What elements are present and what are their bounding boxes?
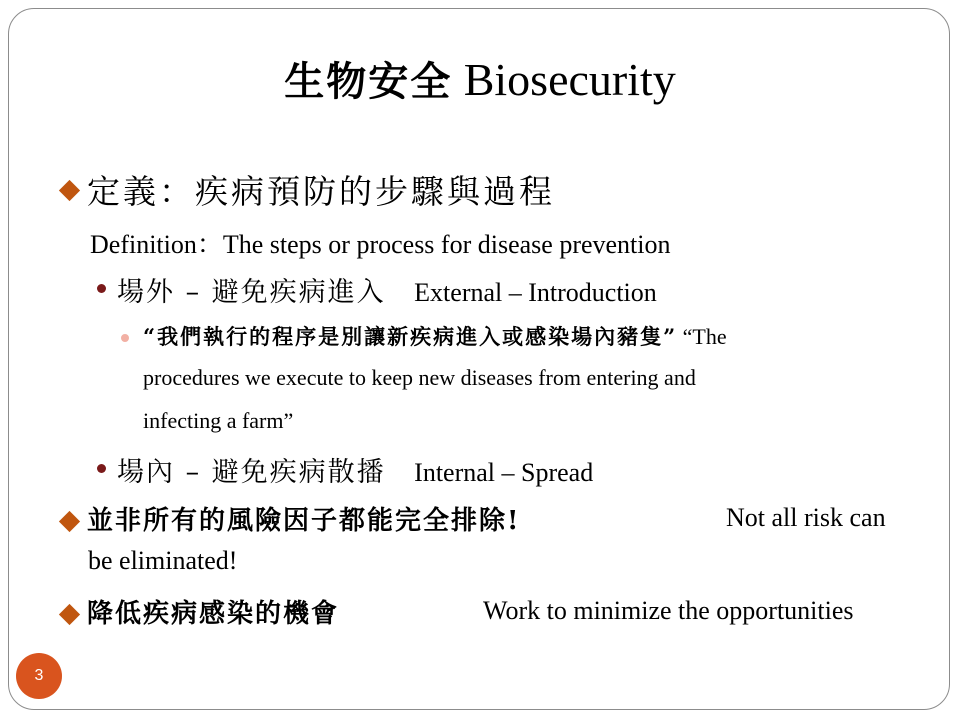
- external-chinese: 場外 – 避免疾病進入: [117, 277, 386, 308]
- bullet-risk: [62, 500, 520, 537]
- internal-chinese: 場內 – 避免疾病散播: [117, 457, 386, 488]
- internal-english: Internal – Spread: [414, 458, 594, 487]
- diamond-bullet-icon: [59, 511, 80, 532]
- risk-chinese: 並非所有的風險因子都能完全排除!: [87, 506, 521, 536]
- title-chinese: 生物安全: [284, 58, 453, 105]
- minimize-chinese: 降低疾病感染的機會: [87, 599, 340, 629]
- bullet-dot-icon: [97, 284, 106, 293]
- diamond-bullet-icon: [59, 179, 80, 200]
- bullet-quote: [143, 321, 727, 351]
- bullet-minimize: [62, 593, 339, 630]
- slide-title: [0, 50, 960, 107]
- quote-english-line2: procedures we execute to keep new diseases from entering and: [143, 365, 696, 390]
- definition-english: Definition：The steps or process for disease prevention: [90, 230, 671, 259]
- risk-english-line1: Not all risk can: [726, 503, 886, 532]
- bullet-external: [117, 270, 657, 309]
- bullet-definition: [62, 166, 555, 213]
- diamond-bullet-icon: [59, 604, 80, 625]
- quote-chinese: “我們執行的程序是別讓新疾病進入或感染場內豬隻”: [143, 324, 678, 349]
- risk-english-line2: be eliminated!: [88, 546, 238, 575]
- page-number-badge: 3: [16, 653, 62, 699]
- minimize-english: Work to minimize the opportunities: [483, 596, 854, 625]
- quote-english-start: “The: [677, 324, 727, 349]
- bullet-dot-icon: [121, 334, 129, 342]
- quote-english-line3: infecting a farm”: [143, 408, 294, 433]
- bullet-dot-icon: [97, 464, 106, 473]
- definition-chinese: 定義：疾病預防的步驟與過程: [87, 172, 555, 211]
- title-english: Biosecurity: [452, 54, 676, 105]
- external-english: External – Introduction: [414, 278, 657, 307]
- bullet-internal: [117, 450, 593, 489]
